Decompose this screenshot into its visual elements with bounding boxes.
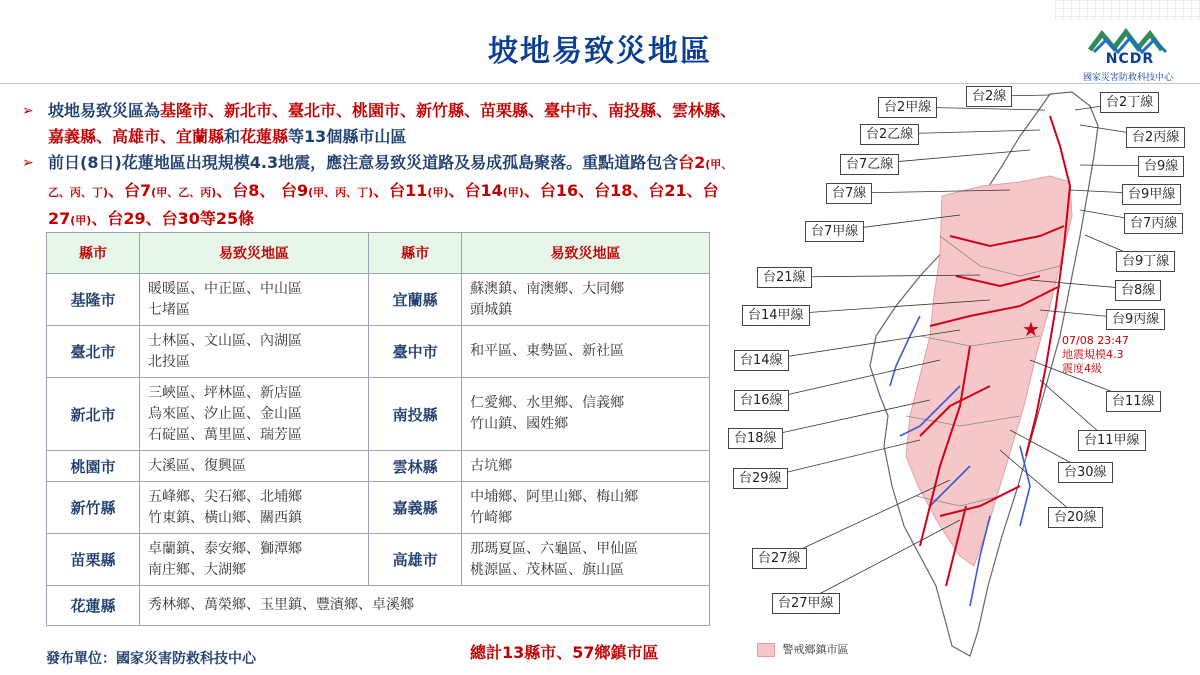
table-header: 縣市	[47, 233, 140, 274]
table-header: 易致災地區	[140, 233, 369, 274]
leader-line	[782, 480, 950, 558]
bullet-text-fragment: (甲)	[427, 186, 449, 199]
legend-swatch	[757, 643, 775, 657]
bullet-text-fragment: 、台16、台18、台21、台27	[48, 181, 719, 228]
earthquake-info	[1062, 334, 1129, 376]
areas-cell: 古坑鄉	[462, 451, 710, 482]
leader-line	[787, 275, 980, 277]
road-label: 台14甲線	[742, 305, 810, 326]
areas-cell: 五峰鄉、尖石鄉、北埔鄉 竹東鎮、橫山鄉、關西鎮	[140, 482, 369, 534]
table-header: 縣市	[369, 233, 462, 274]
road-label: 台9丁線	[1116, 251, 1175, 272]
road-label: 台9甲線	[1122, 184, 1181, 205]
leader-line	[802, 520, 960, 603]
county-cell: 宜蘭縣	[369, 274, 462, 326]
road-label: 台2甲線	[878, 97, 937, 118]
road-label: 台8線	[1115, 280, 1161, 301]
road-label: 台2丁線	[1100, 92, 1159, 113]
areas-cell: 三峽區、坪林區、新店區 烏來區、汐止區、金山區 石碇區、萬里區、瑞芳區	[140, 378, 369, 451]
bullet-text-fragment: 、台8、 台9	[216, 181, 309, 200]
logo-text: NCDR	[1105, 51, 1155, 67]
county-cell: 新竹縣	[47, 482, 140, 534]
bullet-text-fragment: 花蓮縣	[240, 127, 289, 146]
bullet-text-fragment: 、台29、台30等25條	[91, 209, 255, 228]
county-cell: 臺北市	[47, 326, 140, 378]
road-label: 台30線	[1058, 462, 1113, 483]
quake-time: 07/08 23:47	[1062, 334, 1129, 347]
road-label: 台11甲線	[1078, 430, 1146, 451]
road-label: 台14線	[734, 350, 789, 371]
road-label: 台27甲線	[772, 593, 840, 614]
areas-cell: 蘇澳鎮、南澳鄉、大同鄉 頭城鎮	[462, 274, 710, 326]
table-header: 易致災地區	[462, 233, 710, 274]
bullet-text-fragment: 、台7	[108, 181, 152, 200]
bullet-text-fragment: (甲、丙、丁)	[308, 186, 374, 199]
road-label: 台9丙線	[1106, 309, 1165, 330]
county-cell: 苗栗縣	[47, 534, 140, 586]
arrow-icon: ➢	[22, 103, 34, 119]
bullet-text-fragment: 、台14	[448, 181, 503, 200]
leader-line	[764, 360, 940, 400]
logo-subtitle: 國家災害防救科技中心	[1082, 73, 1173, 83]
road-label: 台7線	[826, 183, 872, 204]
county-cell: 桃園市	[47, 451, 140, 482]
bullet-text-fragment: 等13個縣市山區	[288, 127, 407, 146]
bullet-text-fragment: 和	[224, 127, 241, 146]
areas-cell: 那瑪夏區、六龜區、甲仙區 桃源區、茂林區、旗山區	[462, 534, 710, 586]
areas-cell: 士林區、文山區、內湖區 北投區	[140, 326, 369, 378]
quake-magnitude: 地震規模4.3	[1062, 348, 1124, 361]
road-label: 台7丙線	[1124, 213, 1183, 234]
road-label: 台7乙線	[840, 154, 899, 175]
road-label: 台9線	[1138, 156, 1184, 177]
road-label: 台16線	[734, 390, 789, 411]
leader-line	[764, 330, 960, 360]
county-cell: 臺中市	[369, 326, 462, 378]
bullet-text-fragment: (甲、乙、丙、丁)	[48, 158, 733, 199]
areas-cell: 仁愛鄉、水里鄉、信義鄉 竹山鎮、國姓鄉	[462, 378, 710, 451]
road-label: 台27線	[752, 548, 807, 569]
arrow-icon: ➢	[22, 155, 34, 171]
county-cell: 花蓮縣	[47, 586, 140, 626]
page-title: 坡地易致災地區	[488, 34, 712, 69]
county-cell: 基隆市	[47, 274, 140, 326]
legend-label: 警戒鄉鎮市區	[782, 643, 849, 656]
county-cell: 雲林縣	[369, 451, 462, 482]
county-cell: 高雄市	[369, 534, 462, 586]
road-label: 台7甲線	[805, 221, 864, 242]
bullet-text-fragment: 前日(8日)花蓮地區出現規模4.3地震，應注意易致災道路及易成孤島聚落。重點道路包含	[48, 153, 679, 172]
areas-cell: 和平區、東勢區、新社區	[462, 326, 710, 378]
areas-cell: 中埔鄉、阿里山鄉、梅山鄉 竹崎鄉	[462, 482, 710, 534]
county-cell: 新北市	[47, 378, 140, 451]
bullet-text-fragment: 、台11	[373, 181, 428, 200]
road-label: 台21線	[757, 267, 812, 288]
road-label: 台18線	[728, 428, 783, 449]
areas-cell: 秀林鄉、萬榮鄉、玉里鎮、豐濱鄉、卓溪鄉	[140, 586, 710, 626]
areas-cell: 卓蘭鎮、泰安鄉、獅潭鄉 南庄鄉、大湖鄉	[140, 534, 369, 586]
county-cell: 嘉義縣	[369, 482, 462, 534]
bullet-text-fragment: (甲)	[70, 214, 92, 227]
bullet-text-fragment: (甲)	[502, 186, 524, 199]
road-label: 台2乙線	[860, 124, 919, 145]
bullet-text-fragment: 坡地易致災區為	[48, 101, 161, 120]
bullet-text-fragment: 台2	[678, 153, 706, 172]
quake-intensity: 震度4級	[1062, 362, 1102, 375]
publisher-note: 發布單位：國家災害防救科技中心	[46, 651, 256, 667]
areas-cell: 暖暖區、中正區、中山區 七堵區	[140, 274, 369, 326]
road-label: 台2丙線	[1126, 127, 1185, 148]
bullet-text-fragment: (甲、乙、丙)	[151, 186, 217, 199]
epicenter-star-icon: ★	[1022, 317, 1040, 341]
map-legend	[757, 641, 849, 657]
leader-line	[856, 190, 1010, 193]
road-label: 台2線	[966, 86, 1012, 107]
road-label: 台20線	[1048, 507, 1103, 528]
road-label: 台29線	[733, 468, 788, 489]
total-summary: 總計13縣市、57鄉鎮市區	[470, 643, 659, 662]
road-label: 台11線	[1106, 391, 1161, 412]
areas-cell: 大溪區、復興區	[140, 451, 369, 482]
bullet-text-fragment: 基隆市、新北市、臺北市、桃園市、新竹縣、苗栗縣、臺中市、南投縣、雲林縣、嘉義縣、高雄市、宜蘭縣	[48, 101, 737, 146]
county-cell: 南投縣	[369, 378, 462, 451]
